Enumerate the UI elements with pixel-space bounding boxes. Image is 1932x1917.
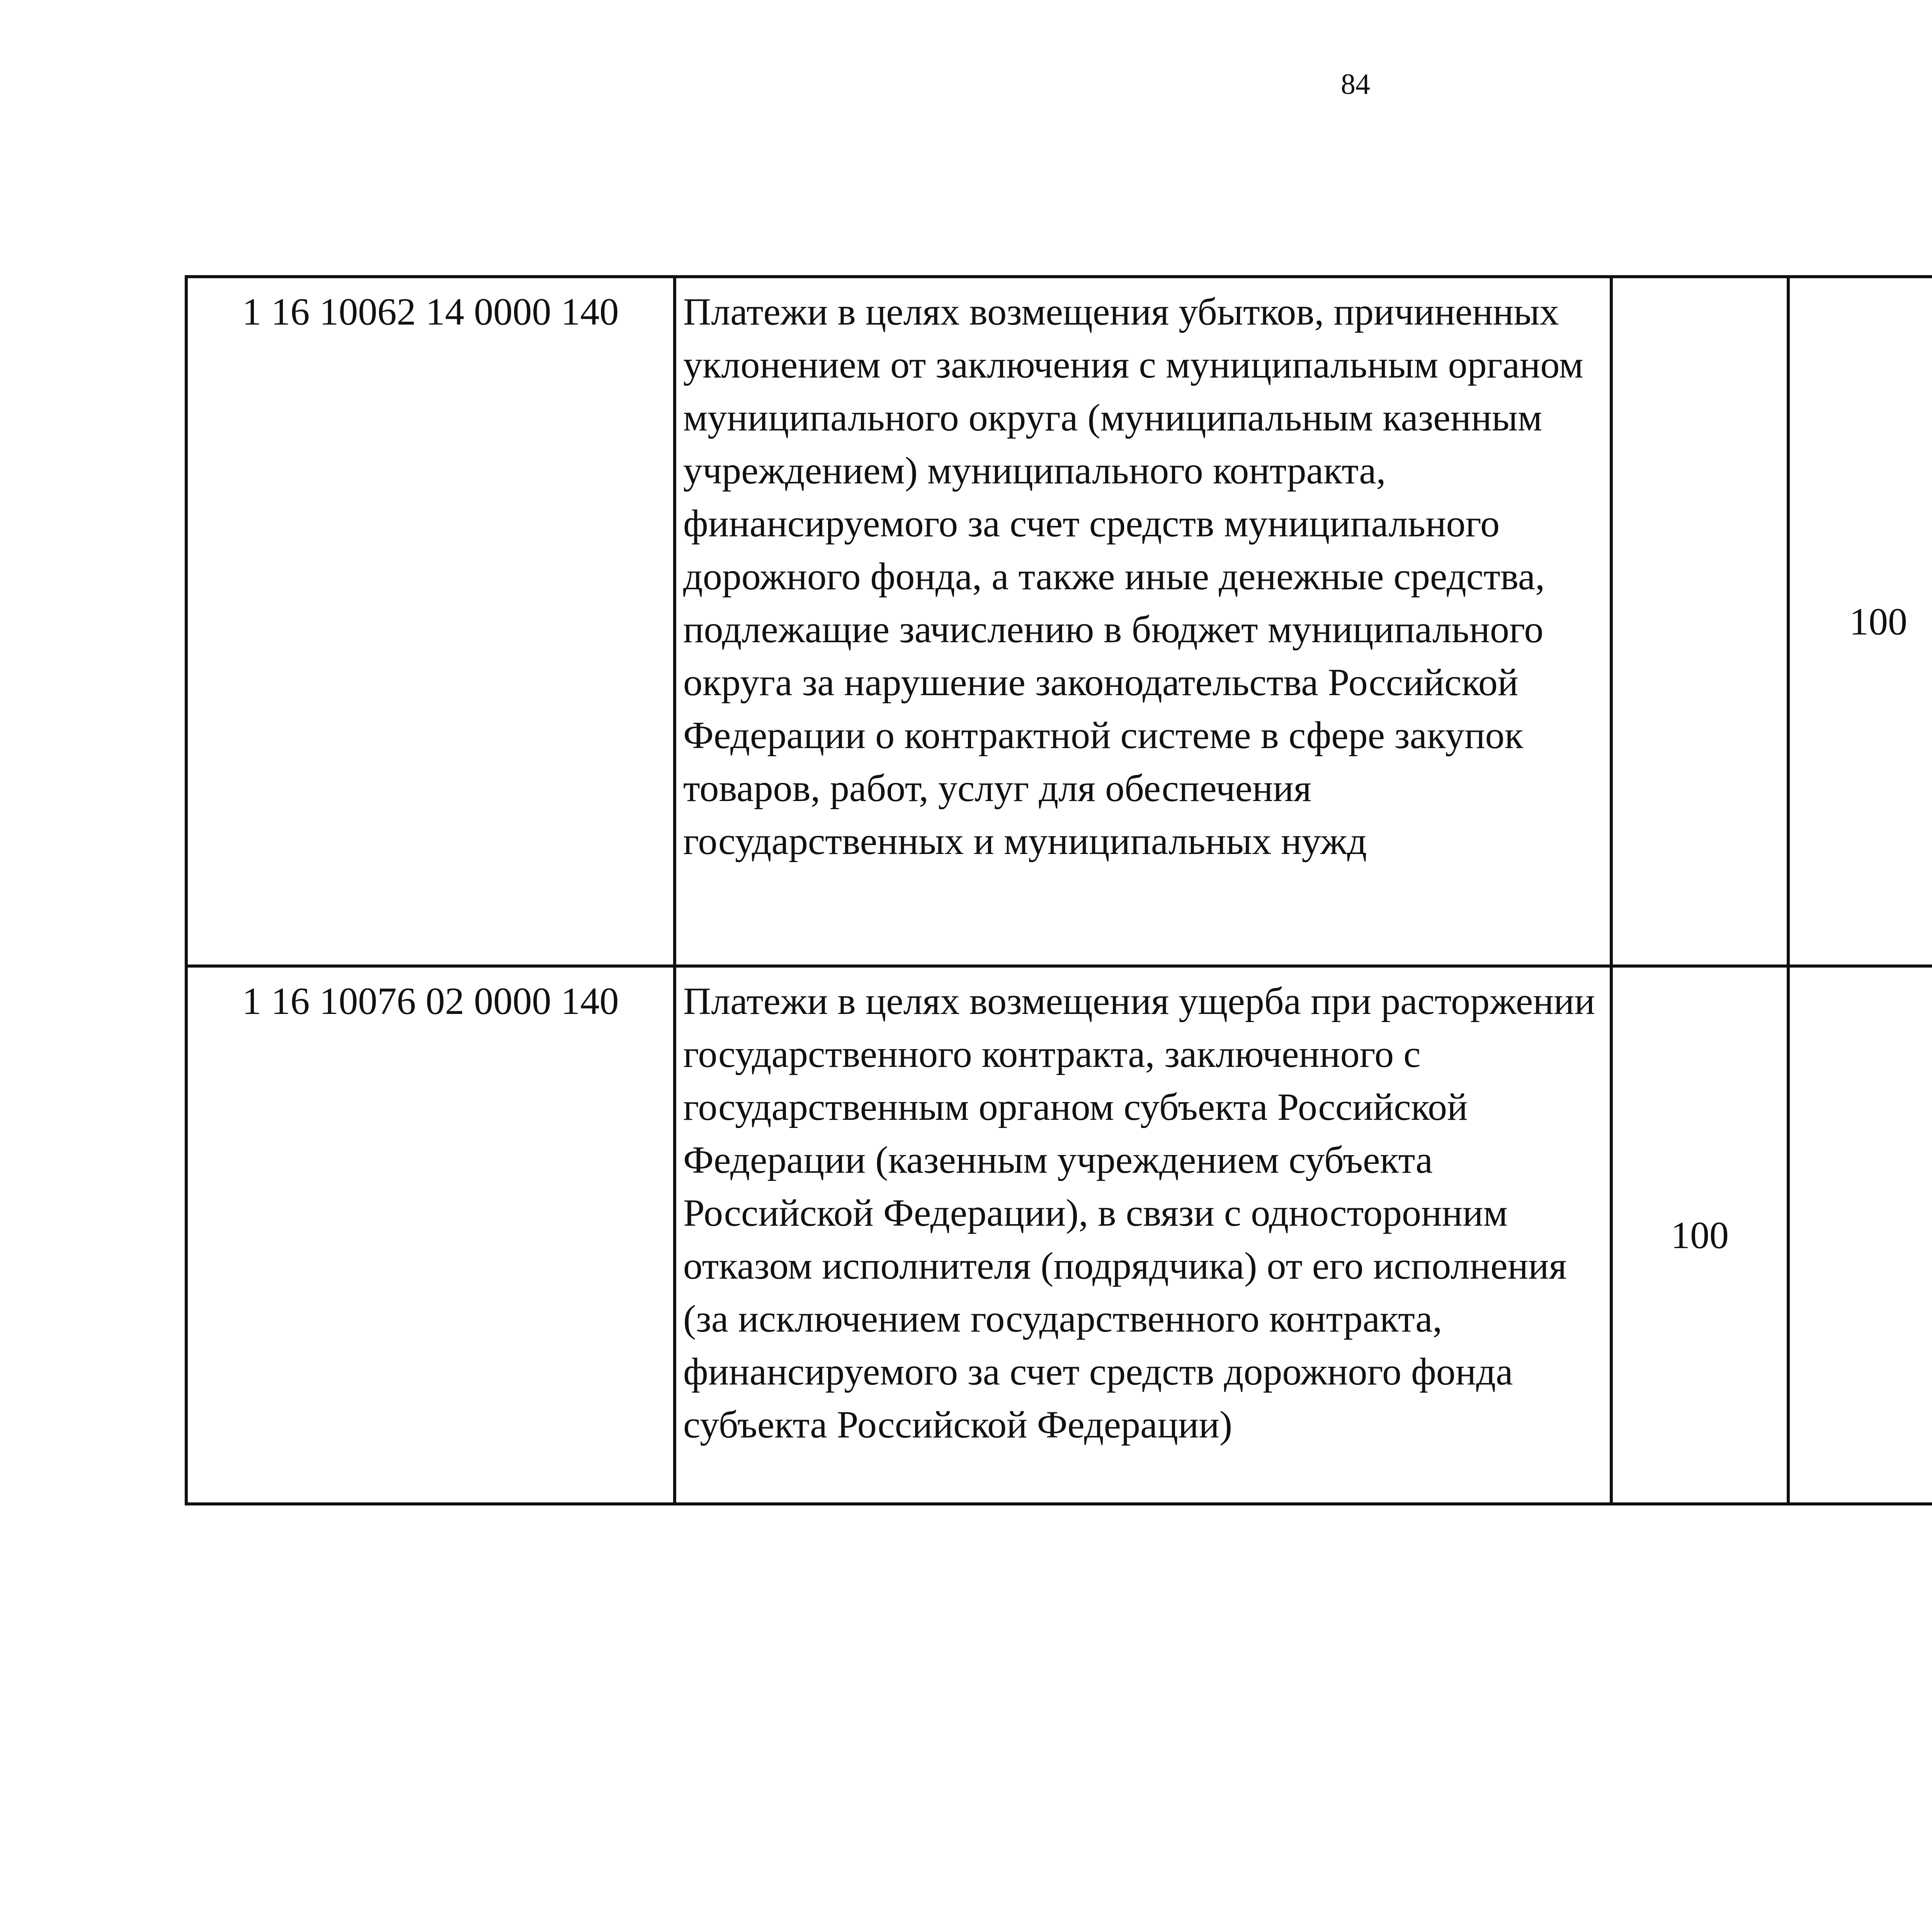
budget-code-cell: 1 16 10076 02 0000 140 [186, 966, 675, 1504]
revenue-distribution-table [185, 275, 1932, 1505]
description-cell: Платежи в целях возмещения убытков, причиненных уклонением от заключения с муниципальным органом муниципального округа (муниципальным казенным учреждением) муниципального контракта, финансируемого за счет средств муниципального дорожного фонда, а также иные денежные средства, подлежащие зачислению в бюджет муниципального округа за нарушение законодательства Российской Федерации о контрактной системе в сфере закупок товаров, работ, услуг для обеспечения государственных и муниципальных нужд [675, 277, 1611, 966]
value-cell-col3: 100 [1611, 966, 1788, 1504]
table-row [186, 277, 1932, 966]
budget-code-cell: 1 16 10062 14 0000 140 [186, 277, 675, 966]
value-cell-col3 [1611, 277, 1788, 966]
description-cell: Платежи в целях возмещения ущерба при расторжении государственного контракта, заключенного с государственным органом субъекта Российской Федерации (казенным учреждением субъекта Российской Федерации), в связи с односторонним отказом исполнителя (подрядчика) от его исполнения (за исключением государственного контракта, финансируемого за счет средств дорожного фонда субъекта Российской Федерации) [675, 966, 1611, 1504]
page-number: 84 [1341, 68, 1370, 100]
value-cell-col4 [1788, 966, 1932, 1504]
value-cell-col4: 100 [1788, 277, 1932, 966]
table-row [186, 966, 1932, 1504]
